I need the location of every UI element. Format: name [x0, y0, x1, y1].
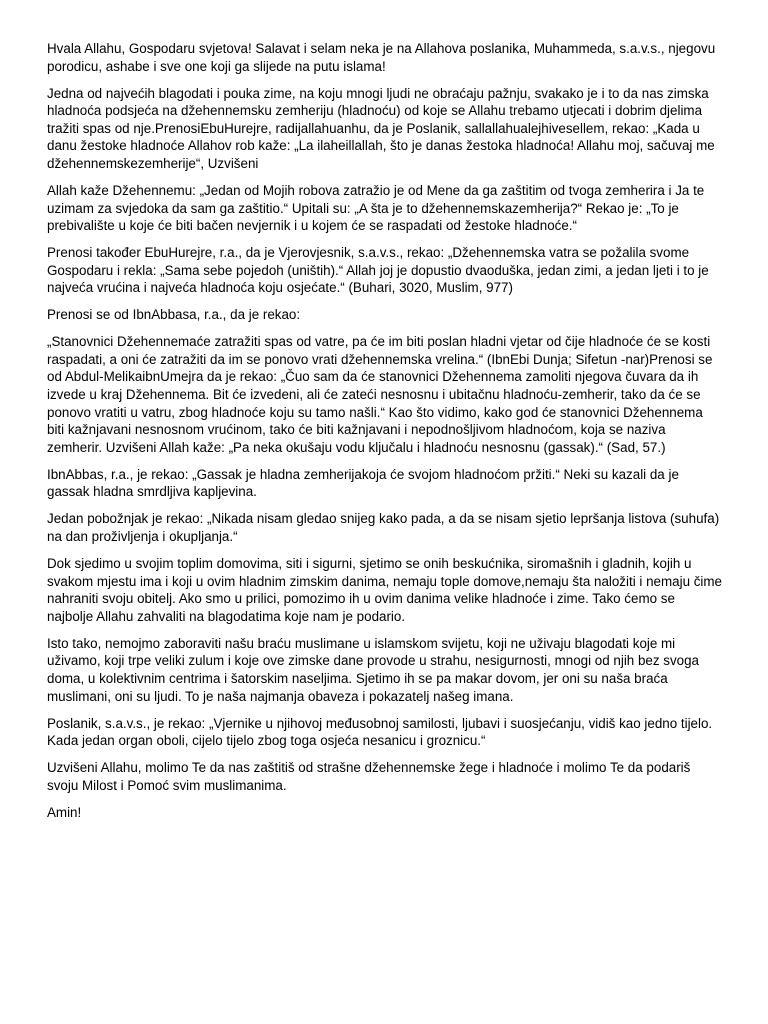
- paragraph-hell-complained: Prenosi također EbuHurejre, r.a., da je Vjerovjesnik, s.a.v.s., rekao: „Džehennemska vatra se požalila svome Gospodaru i rekla: „Sama sebe pojedoh (uništih).“ Allah joj je dopustio dvaoduška, jedan zimi, a jedan ljeti i to je najveća vrućina i najveća hladnoća koju osjećate.“ (Buhari, 3020, Muslim, 977): [47, 245, 709, 296]
- paragraph-remember-needy: Dok sjedimo u svojim toplim domovima, siti i sigurni, sjetimo se onih beskućnika, siromašnih i gladnih, kojih u svakom mjestu ima i koji u ovim hladnim zimskim danima, nemaju tople domove,nemaju šta naložiti i nemaju čime nahraniti svoju obitelj. Ako smo u prilici, pomozimo ih u ovim danima velike hladnoće i zime. Tako ćemo se najbolje Allahu zahvaliti na blagodatima koje nam je podario.: [47, 555, 723, 624]
- paragraph-closing-dua: Uzvišeni Allahu, molimo Te da nas zaštitiš od strašne džehennemske žege i hladnoće i molimo Te da podariš svoju Milost i Pomoć svim muslimanima.: [47, 760, 691, 793]
- paragraph-believers-one-body: Poslanik, s.a.v.s., je rekao: „Vjernike u njihovoj međusobnoj samilosti, ljubavi i suosjećanju, vidiš kao jedno tijelo. Kada jedan organ oboli, cijelo tijelo zbog toga osjeća nesanicu i groznicu.“: [47, 715, 713, 749]
- paragraph-winter-blessing: Jedna od najvećih blagodati i pouka zime, na koju mnogi ljudi ne obraćaju pažnju, svakako je i to da nas zimska hladnoća podsjeća na džehennemsku zemheriju (hladnoću) od koje se Allahu trebamo utjecati i dobrim djelima tražiti spas od nje.PrenosiEbuHurejre, radijallahuanhu, da je Poslanik, sallallahualejhivesellem, rekao: „Kada u danu žestoke hladnoće Allahov rob kaže: „La ilaheillallah, što je danas žestoka hladnoća! Allahu moj, sačuvaj me džehennemskezemherije“, Uzvišeni: [47, 85, 715, 171]
- paragraph-gassak: IbnAbbas, r.a., je rekao: „Gassak je hladna zemherijakoja će svojom hladnoćom pržiti.“ Neki su kazali da je gassak hladna smrdljiva kapljevina.: [47, 466, 679, 500]
- paragraph-allah-says: Allah kaže Džehennemu: „Jedan od Mojih robova zatražio je od Mene da ga zaštitim od tvoga zemherira i Ja te uzimam za svjedoka da sam ga zaštitio.“ Upitali su: „A šta je to džehennemskazemherija?“ Rekao je: „To je prebivalište u koje će biti bačen nevjernik i u kojem će se raspadati od žestoke hladnoće.“: [47, 182, 705, 234]
- paragraph-amin: Amin!: [47, 804, 82, 820]
- paragraph-muslim-brothers: Isto tako, nemojmo zaboraviti našu braću muslimane u islamskom svijetu, koji ne uživaju blagodati koje mi uživamo, koji trpe veliki zulum i koje ove zimske dane provode u strahu, nesigurnosti, mnogi od njih bez svoga doma, u kolektivnim centrima i šatorskim naseljima. Sjetimo ih se pa makar dovom, jer oni su naša braća muslimani, oni su ljudi. To je naša najmanja obaveza i pokazatelj našeg imana.: [47, 635, 700, 704]
- paragraph-pious-man-snow: Jedan pobožnjak je rekao: „Nikada nisam gledao snijeg kako pada, a da se nisam sjetio lepršanja listova (suhufa) na dan proživljenja i okupljanja.“: [47, 511, 720, 544]
- paragraph-ibn-abbas-intro: Prenosi se od IbnAbbasa, r.a., da je rekao:: [47, 307, 301, 323]
- paragraph-opening-praise: Hvala Allahu, Gospodaru svjetova! Salavat i selam neka je na Allahova poslanika, Muhammeda, s.a.v.s., njegovu porodicu, ashabe i sve one koji ga slijede na putu islama!: [47, 41, 716, 74]
- paragraph-inhabitants-of-hell: „Stanovnici Džehennemaće zatražiti spas od vatre, pa će im biti poslan hladni vjetar od čije hladnoće će se kosti raspadati, a oni će zatražiti da im se ponovo vrati džehennemska vrelina.“ (IbnEbi Dunja; Sifetun -nar)Prenosi se od Abdul-MelikaibnUmejra da je rekao: „Čuo sam da će stanovnici Džehennema zamoliti njegova čuvara da ih izvede u kraj Džehennema. Bit će izvedeni, ali će zateći nesnosnu i ubitačnu hladnoću-zemherir, tako da će se ponovo vratiti u vatru, zbog hladnoće koju su tamo našli.“ Kao što vidimo, kako god će stanovnici Džehennema biti kažnjavani nesnosnom vrućinom, tako će biti kažnjavani i nepodnošljivom hladnoćom, koja se naziva zemherir. Uzvišeni Allah kaže: „Pa neka okušaju vodu ključalu i hladnoću nesnosnu (gassak).“ (Sad, 57.): [47, 334, 713, 455]
- document-page: [47, 40, 723, 821]
